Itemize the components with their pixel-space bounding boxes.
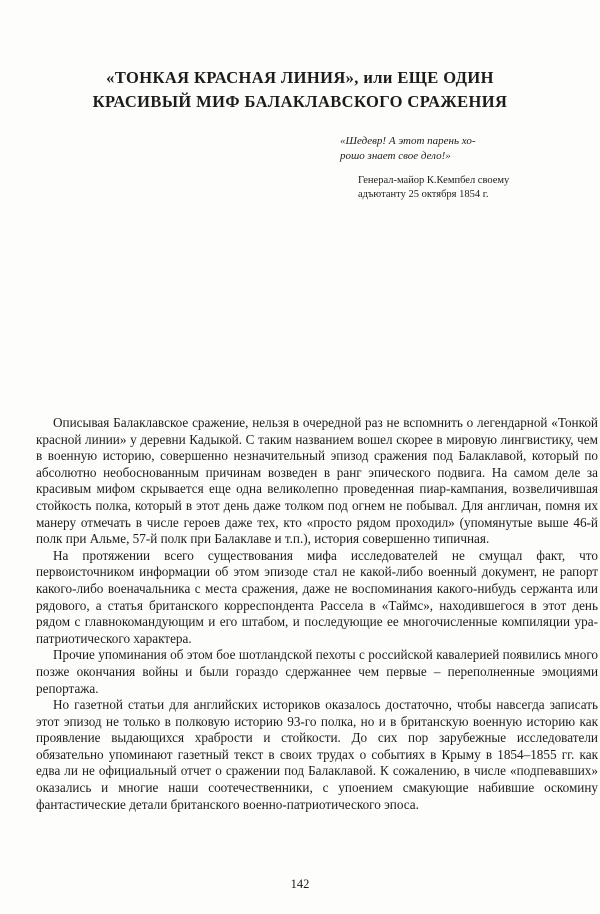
body-paragraph-1: Описывая Балаклавское сражение, нельзя в очередной раз не вспомнить о легендарной «Тонкой красной линии» у деревни Кадыкой. С таким названием вошел скорее в мировую лингвистику, чем в военную историю, совершенно незначительный эпизод сражения под Балаклавой, который по абсолютно необоснованным причинам возведен в ранг эпического подвига. На самом деле за красивым мифом скрывается еще одна великолепно проведенная пиар-кампания, возвеличившая стойкость полка, который в этот день даже толком под огнем не побывал. Для англичан, помня их манеру отмечать в числе героев даже тех, кто «просто рядом проходил» (упомянутые выше 46-й полк при Альме, 57-й полк при Балаклаве и т.п.), история совершенно типичная. [36, 415, 598, 547]
body-paragraph-3: Прочие упоминания об этом бое шотландской пехоты с российской кавалерией появились много позже окончания войны и были гораздо сдержаннее чем первые – переполненные эмоциями репортажа. [36, 647, 598, 696]
epigraph [340, 134, 545, 203]
page-number: 142 [290, 877, 310, 891]
epigraph-quote-line1: «Шедевр! А этот парень хо- [340, 134, 476, 147]
epigraph-quote-line2: рошо знает свое дело!» [340, 150, 451, 163]
body-paragraph-4: Но газетной статьи для английских историков оказалось достаточно, чтобы навсегда записать этот эпизод не только в полковую историю 93-го полка, но и в британскую военную историю как проявление выдающихся храбрости и стойкости. До сих пор зарубежные исследователи обязательно упоминают газетный текст в своих трудах о событиях в Крыму в 1854–1855 гг. как едва ли не официальный отчет о сражении под Балаклавой. К сожалению, в числе «подпевавших» оказались и многие наши соотечественники, с упоением смакующие набившие оскомину фантастические детали британского военно-патриотического эпоса. [36, 697, 598, 812]
body-text [0, 415, 600, 813]
body-paragraph-2: На протяжении всего существования мифа исследователей не смущал факт, что первоисточником информации об этом эпизоде стал не какой-либо военный документ, не рапорт какого-либо военачальника с места сражения, даже не воспоминания какого-нибудь сержанта или рядового, а статья британского корреспондента Рассела в «Таймс», находившегося в этот день рядом с главнокомандующим и его штабом, и последующие ее многочисленные компиляции ура-патриотического характера. [36, 547, 598, 646]
epigraph-quote [340, 134, 545, 165]
chapter-title-line1: «ТОНКАЯ КРАСНАЯ ЛИНИЯ», или ЕЩЕ ОДИН [106, 68, 494, 87]
chapter-title-line2: КРАСИВЫЙ МИФ БАЛАКЛАВСКОГО СРАЖЕНИЯ [92, 91, 508, 111]
epigraph-attribution-line1: Генерал-майор К.Кемпбел своему [358, 174, 510, 186]
epigraph-attribution [358, 174, 545, 203]
chapter-title [0, 0, 600, 114]
epigraph-attribution-line2: адъютанту 25 октября 1854 г. [358, 189, 489, 201]
